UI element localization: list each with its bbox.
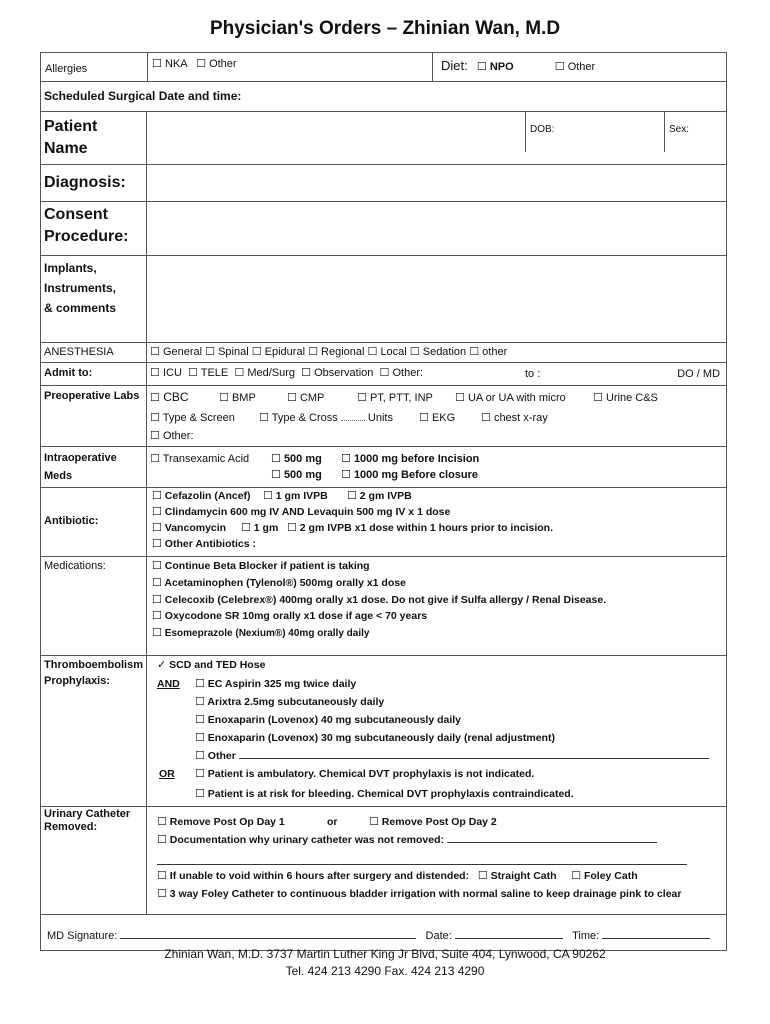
allergies-label: Allergies [41, 53, 148, 81]
cefazolin-1gm-checkbox[interactable]: ☐ [263, 489, 273, 502]
clindamycin-label: Clindamycin 600 mg IV AND Levaquin 500 mg IV x 1 dose [164, 506, 451, 518]
footer [0, 946, 770, 980]
units-field[interactable] [341, 420, 365, 421]
admit-option: Observation [314, 367, 374, 379]
admit-label: Admit to: [44, 367, 93, 379]
diagnosis-label: Diagnosis: [44, 174, 126, 191]
straight-cath-checkbox[interactable]: ☐ [477, 869, 488, 882]
medications-label: Medications: [44, 560, 106, 572]
footer-address: Zhinian Wan, M.D. 3737 Martin Luther King Jr Blvd, Suite 404, Lynwood, CA 90262 [164, 947, 606, 961]
clindamycin-checkbox[interactable]: ☐ [152, 505, 162, 518]
allergy-other-checkbox[interactable]: ☐ [196, 57, 206, 70]
vanco-1gm-checkbox[interactable]: ☐ [241, 521, 251, 534]
npo-checkbox[interactable]: ☐ [476, 60, 487, 73]
diet-other-checkbox[interactable]: ☐ [554, 60, 565, 73]
lab-type-screen-checkbox[interactable]: ☐ [150, 411, 160, 424]
scheduled-label: Scheduled Surgical Date and time: [44, 89, 242, 103]
admit-option: Med/Surg [247, 367, 296, 379]
txa-checkbox[interactable]: ☐ [150, 452, 160, 465]
med-checkbox[interactable]: ☐ [152, 575, 162, 589]
foley-cath-label: Foley Cath [583, 870, 638, 882]
three-way-foley-label: 3 way Foley Catheter to continuous bladder irrigation with normal saline to keep drainage pink to clear [169, 888, 682, 900]
lab-urine-label: Urine C&S [605, 392, 658, 404]
or-label: OR [159, 768, 175, 780]
consent-label: Consent [44, 206, 108, 223]
lab-bmp-label: BMP [231, 392, 256, 404]
ambulatory-label: Patient is ambulatory. Chemical DVT prophylaxis is not indicated. [207, 768, 535, 780]
admit-icu-checkbox[interactable]: ☐ [150, 366, 160, 379]
lab-other-label: Other: [162, 430, 194, 442]
med-item-2 [152, 592, 721, 609]
anesthesia-local-checkbox[interactable]: ☐ [367, 345, 378, 358]
aspirin-checkbox[interactable]: ☐ [195, 677, 205, 690]
lab-type-cross-checkbox[interactable]: ☐ [259, 411, 269, 424]
anesthesia-sedation-checkbox[interactable]: ☐ [409, 345, 420, 358]
other-antibiotics-checkbox[interactable]: ☐ [152, 537, 162, 550]
remove-day1-checkbox[interactable]: ☐ [157, 815, 167, 828]
thrombo-other-label: Other [207, 750, 236, 762]
admit-option: Other: [392, 367, 424, 379]
med-item-1 [152, 575, 721, 592]
admit-medsurg-checkbox[interactable]: ☐ [234, 366, 245, 379]
txa-1000-closure-label: 1000 mg Before closure [353, 469, 479, 481]
bleeding-risk-checkbox[interactable]: ☐ [195, 787, 205, 800]
cefazolin-1gm-label: 1 gm IVPB [275, 490, 328, 502]
admit-to-label: to : [525, 368, 541, 380]
anesthesia-label: ANESTHESIA [44, 346, 114, 358]
foley-cath-checkbox[interactable]: ☐ [571, 869, 582, 882]
sex-field[interactable] [664, 112, 726, 152]
diet-label: Diet: [441, 58, 468, 73]
txa-1000-incision-label: 1000 mg before Incision [353, 453, 480, 465]
cefazolin-2gm-label: 2 gm IVPB [359, 490, 412, 502]
med-checkbox[interactable]: ☐ [152, 609, 162, 623]
txa-500-label: 500 mg [283, 453, 322, 465]
consent-procedure-field[interactable] [147, 202, 727, 256]
implants-field[interactable] [147, 256, 727, 343]
ambulatory-checkbox[interactable]: ☐ [195, 767, 205, 780]
anesthesia-option: Sedation [422, 346, 467, 358]
md-signature-line[interactable] [120, 928, 416, 939]
med-checkbox[interactable]: ☐ [152, 626, 162, 640]
sex-label: Sex: [669, 124, 690, 135]
txa-500-closure-label: 500 mg [283, 469, 322, 481]
cefazolin-label: Cefazolin (Ancef) [164, 490, 251, 502]
anesthesia-option: other [482, 346, 508, 358]
meds-label: Meds [44, 470, 73, 482]
lab-cxr-checkbox[interactable]: ☐ [481, 411, 491, 424]
implants-label: Implants, [44, 261, 97, 275]
diagnosis-field[interactable] [147, 165, 727, 202]
straight-cath-label: Straight Cath [490, 870, 557, 882]
lab-cbc-label: CBC [163, 390, 189, 404]
med-item-4 [152, 625, 721, 643]
admit-tele-checkbox[interactable]: ☐ [188, 366, 198, 379]
lab-cmp-label: CMP [299, 392, 325, 404]
enoxaparin40-checkbox[interactable]: ☐ [195, 713, 205, 726]
diet-other-label: Other [567, 61, 596, 73]
lab-pt-checkbox[interactable]: ☐ [357, 391, 367, 404]
lab-units-label: Units [367, 412, 393, 424]
med-checkbox[interactable]: ☐ [152, 592, 162, 606]
dob-label: DOB: [530, 124, 555, 135]
txa-500-incision-checkbox[interactable]: ☐ [271, 452, 281, 465]
unable-void-label: If unable to void within 6 hours after surgery and distended: [169, 870, 470, 882]
med-item-3 [152, 608, 721, 625]
remove-day1-label: Remove Post Op Day 1 [169, 816, 285, 828]
txa-500-closure-checkbox[interactable]: ☐ [271, 468, 281, 481]
anesthesia-option: Local [380, 346, 407, 358]
lab-type-cross-label: Type & Cross [271, 412, 338, 424]
lab-urine-checkbox[interactable]: ☐ [593, 391, 603, 404]
orders-form [40, 52, 727, 951]
med-label: Esomeprazole (Nexium®) 40mg orally daily [164, 628, 370, 640]
anesthesia-option: Regional [321, 346, 365, 358]
cefazolin-checkbox[interactable]: ☐ [152, 489, 162, 502]
lab-cmp-checkbox[interactable]: ☐ [287, 391, 297, 404]
anesthesia-general-checkbox[interactable]: ☐ [150, 345, 160, 358]
anesthesia-option: Epidural [264, 346, 306, 358]
med-label: Oxycodone SR 10mg orally x1 dose if age < 70 years [164, 610, 428, 623]
patient-name-field[interactable] [147, 112, 525, 152]
arixtra-label: Arixtra 2.5mg subcutaneously daily [207, 696, 385, 708]
txa-1000-closure-checkbox[interactable]: ☐ [341, 468, 351, 481]
vancomycin-checkbox[interactable]: ☐ [152, 521, 162, 534]
txa-label: Transexamic Acid [162, 453, 250, 465]
labs-label: Preoperative Labs [44, 390, 140, 402]
lab-cbc-checkbox[interactable]: ☐ [150, 391, 160, 404]
documentation-line[interactable] [447, 832, 657, 843]
urinary-label: Urinary Catheter [44, 808, 131, 820]
do-md-label: DO / MD [677, 368, 721, 380]
thrombo-other-line[interactable] [239, 748, 709, 759]
lab-ekg-checkbox[interactable]: ☐ [419, 411, 429, 424]
date-line[interactable] [455, 928, 563, 939]
patient-name-label: Patient Name [44, 118, 98, 157]
md-signature-label: MD Signature: [47, 930, 118, 942]
npo-label: NPO [489, 61, 514, 73]
remove-day2-label: Remove Post Op Day 2 [381, 816, 497, 828]
nka-checkbox[interactable]: ☐ [152, 57, 162, 70]
documentation-line-2[interactable] [157, 848, 687, 865]
time-label: Time: [572, 930, 600, 942]
lab-ua-label: UA or UA with micro [467, 392, 566, 404]
comments-label: & comments [44, 301, 117, 315]
admit-option: ICU [162, 367, 182, 379]
med-label: Acetaminophen (Tylenol®) 500mg orally x1 dose [164, 576, 406, 589]
and-label: AND [157, 678, 180, 690]
procedure-label: Procedure: [44, 228, 129, 245]
allergy-other-label: Other [209, 58, 237, 70]
three-way-foley-checkbox[interactable]: ☐ [157, 887, 167, 900]
antibiotic-label: Antibiotic: [44, 515, 99, 527]
instruments-label: Instruments, [44, 281, 117, 295]
thrombo-other-checkbox[interactable]: ☐ [195, 749, 205, 762]
anesthesia-epidural-checkbox[interactable]: ☐ [251, 345, 262, 358]
anesthesia-regional-checkbox[interactable]: ☐ [308, 345, 318, 358]
check-icon: ✓ [157, 658, 167, 671]
admit-other-checkbox[interactable]: ☐ [379, 366, 390, 379]
thrombo-label: Thromboembolism [44, 659, 144, 671]
arixtra-checkbox[interactable]: ☐ [195, 695, 205, 708]
txa-1000-incision-checkbox[interactable]: ☐ [341, 452, 351, 465]
admit-observation-checkbox[interactable]: ☐ [301, 366, 312, 379]
anesthesia-other-checkbox[interactable]: ☐ [469, 345, 480, 358]
page-title: Physician's Orders – Zhinian Wan, M.D [209, 18, 561, 39]
anesthesia-spinal-checkbox[interactable]: ☐ [205, 345, 216, 358]
cefazolin-2gm-checkbox[interactable]: ☐ [347, 489, 357, 502]
urinary-or-label: or [327, 816, 338, 828]
lab-bmp-checkbox[interactable]: ☐ [219, 391, 229, 404]
lab-other-checkbox[interactable]: ☐ [150, 429, 160, 442]
unable-void-checkbox[interactable]: ☐ [157, 869, 167, 882]
date-label: Date: [425, 930, 452, 942]
med-label: Continue Beta Blocker if patient is taking [164, 560, 370, 572]
remove-day2-checkbox[interactable]: ☐ [369, 815, 379, 828]
lab-type-screen-label: Type & Screen [162, 412, 235, 424]
med-checkbox[interactable]: ☐ [152, 559, 162, 572]
time-line[interactable] [602, 928, 710, 939]
scd-label: SCD and TED Hose [169, 659, 266, 671]
vanco-2gm-checkbox[interactable]: ☐ [287, 521, 297, 534]
enoxaparin30-checkbox[interactable]: ☐ [195, 731, 205, 744]
enoxaparin30-label: Enoxaparin (Lovenox) 30 mg subcutaneously daily (renal adjustment) [207, 732, 555, 744]
nka-label: NKA [164, 58, 187, 70]
documentation-checkbox[interactable]: ☐ [157, 833, 167, 846]
intraop-label: Intraoperative [44, 452, 117, 464]
lab-ua-checkbox[interactable]: ☐ [455, 391, 465, 404]
admit-option: TELE [200, 367, 229, 379]
med-label: Celecoxib (Celebrex®) 400mg orally x1 dose. Do not give if Sulfa allergy / Renal Disease. [164, 593, 607, 606]
prophylaxis-label: Prophylaxis: [44, 675, 111, 687]
vancomycin-label: Vancomycin [164, 522, 227, 534]
vanco-2gm-label: 2 gm IVPB x1 dose within 1 hours prior to incision. [299, 522, 554, 534]
removed-label: Removed: [44, 821, 98, 833]
other-antibiotics-label: Other Antibiotics : [164, 538, 256, 550]
med-item-0 [152, 558, 721, 575]
vanco-1gm-label: 1 gm [253, 522, 279, 534]
enoxaparin40-label: Enoxaparin (Lovenox) 40 mg subcutaneously daily [207, 714, 462, 726]
lab-pt-label: PT, PTT, INP [369, 392, 433, 404]
aspirin-label: EC Aspirin 325 mg twice daily [207, 678, 357, 690]
anesthesia-option: General [162, 346, 203, 358]
anesthesia-option: Spinal [218, 346, 249, 358]
lab-ekg-label: EKG [431, 412, 456, 424]
documentation-label: Documentation why urinary catheter was not removed: [169, 834, 445, 846]
footer-phone: Tel. 424 213 4290 Fax. 424 213 4290 [285, 964, 485, 978]
dob-field[interactable] [525, 112, 664, 152]
bleeding-risk-label: Patient is at risk for bleeding. Chemical DVT prophylaxis contraindicated. [207, 788, 574, 800]
lab-cxr-label: chest x-ray [493, 412, 548, 424]
